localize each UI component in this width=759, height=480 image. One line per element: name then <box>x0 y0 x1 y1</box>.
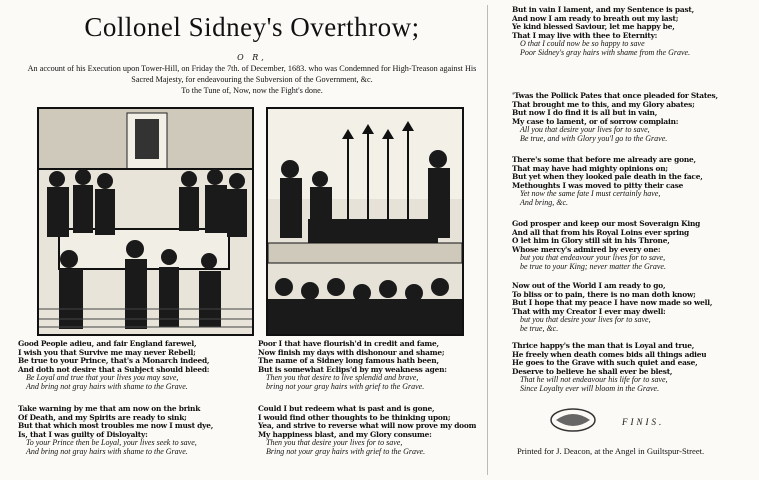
stanza-right-4: God prosper and keep our most Soveraign King And all that from his Royal Loins ever spring O let him in Glory still sit in his Throne, Whose mercy's admired by every one: but you that endeavour your lives for to save, be true to your King; never matter the Grave. <box>512 220 701 271</box>
tune-line: To the Tune of, Now, now the Fight's done. <box>181 86 323 95</box>
stanza-right-1: But in vain I lament, and my Sentence is past, And now I am ready to breath out my last; Ye kind blessed Saviour, let me happy be, That I may live with thee to Eternity: O that I could now be so happy to save Poor Sidney's gray hairs with shame from the Grave. <box>512 6 694 57</box>
stanza-left-3: Poor I that have flourish'd in credit and fame, Now finish my days with dishonour and shame; The name of a Sidney long famous hath been, But is somewhat Eclips'd by my weakness agen: Then you that desire to live splendid and brave, bring not your gray hairs with grief to the Grave. <box>258 340 447 391</box>
woodcut-left-trial-illustration <box>37 107 254 336</box>
stanza-right-5: Now out of the World I am ready to go, To bliss or to pain, there is no man doth know; But I hope that my peace I have now made so well, That with my Creator I ever may dwell: but you that desire your lives for to save, be true, &c. <box>512 282 713 333</box>
column-divider <box>487 5 488 475</box>
stanza-right-6: Thrice happy's the man that is Loyal and true, He freely when death comes bids all things adieu He goes to the Grave with such quiet and ease, Deserve to believe he shall ever be blest, That he will not endeavour his life for to save, Since Loyalty ever will bloom in the Grave. <box>512 342 707 393</box>
printers-ornament-icon <box>548 406 598 434</box>
stanza-left-4: Could I but redeem what is past and is gone, I would find other thoughts to be thinking upon; Yea, and strive to reverse what will now prove my doom My happiness blast, and my Glory consume: Then you that desire your lives for to save, Bring not your gray hairs with grief to the Grave. <box>258 405 477 456</box>
stanza-right-3: There's some that before me already are gone, That may have had mighty opinions on; But yet when they looked pale death in the face, Methoughts I was moved to pitty their case Yet now the same fate I must certainly have, And bring, &c. <box>512 156 703 207</box>
stanza-left-1: Good People adieu, and fair England farewel, I wish you that Survive me may never Rebell; Be true to your Prince, that's a Monarch indeed, And doth not desire that a Subject should bleed: Be Loyal and true that your lives you may save, And bring not gray hairs with shame to the Grave. <box>18 340 210 391</box>
printer-imprint: Printed for J. Deacon, at the Angel in Guiltspur-Street. <box>517 446 705 456</box>
ballad-subtitle: An account of his Execution upon Tower-Hill, on Friday the 7th. of December, 1683. who was Condemned for High-Treason against His Sacred Majesty, for endeavouring the Subversion of the Government, &c. <box>27 64 477 84</box>
woodcut-right-execution-illustration <box>266 107 464 336</box>
or-divider: O R, <box>237 53 267 62</box>
finis-label: FINIS. <box>622 417 665 427</box>
ballad-title: Collonel Sidney's Overthrow; <box>84 12 420 42</box>
stanza-right-2: 'Twas the Pollick Pates that once pleaded for States, That brought me to this, and my Glory abates; But now I do find it is all but in vain, My case to lament, or of sorrow complain: All you that desire your lives for to save, Be true, and with Glory you'l go to the Grave. <box>512 92 718 143</box>
stanza-left-2: Take warning by me that am now on the brink Of Death, and my Spirits are ready to sink; But that which most troubles me now I must dye, Is, that I was guilty of Disloyalty: To your Prince then be Loyal, your lives seek to save, And bring not gray hairs with shame to the Grave. <box>18 405 214 456</box>
